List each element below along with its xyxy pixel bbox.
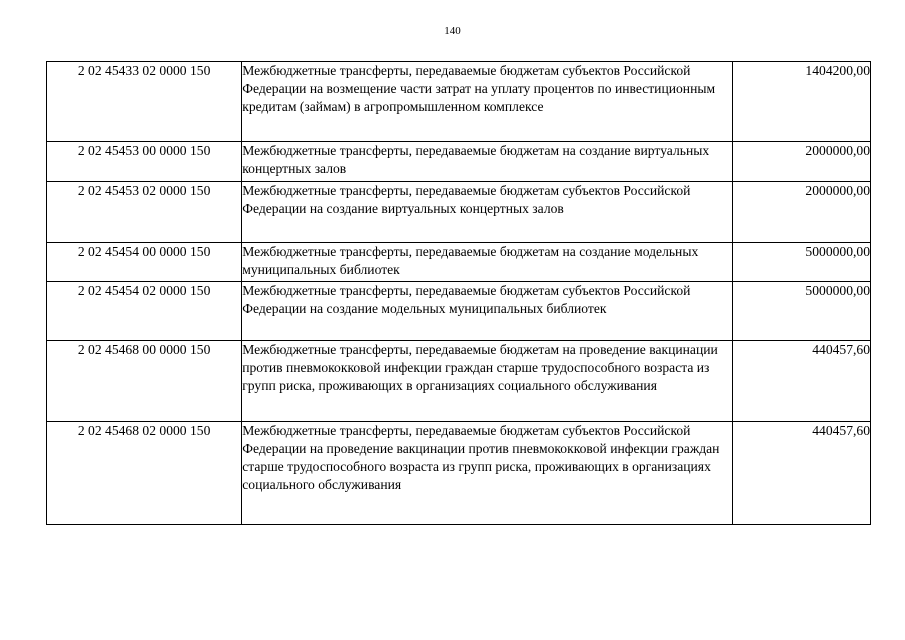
budget-code-cell: 2 02 45468 02 0000 150 <box>47 422 242 525</box>
amount-cell: 5000000,00 <box>732 243 870 282</box>
description-cell: Межбюджетные трансферты, передаваемые бюджетам субъектов Российской Федерации на проведение вакцинации против пневмококковой инфекции граждан старше трудоспособного возраста из групп риска, проживающих в организациях социального обслуживания <box>242 422 733 525</box>
table-row <box>47 142 871 182</box>
budget-code-cell: 2 02 45453 00 0000 150 <box>47 142 242 182</box>
table-row <box>47 243 871 282</box>
budget-code-cell: 2 02 45453 02 0000 150 <box>47 182 242 243</box>
budget-table <box>46 61 871 525</box>
amount-cell: 440457,60 <box>732 341 870 422</box>
amount-cell: 5000000,00 <box>732 282 870 341</box>
amount-cell: 2000000,00 <box>732 142 870 182</box>
description-cell: Межбюджетные трансферты, передаваемые бюджетам на проведение вакцинации против пневмококковой инфекции граждан старше трудоспособного возраста из групп риска, проживающих в организациях социального обслуживания <box>242 341 733 422</box>
table-row <box>47 182 871 243</box>
page-number: 140 <box>444 25 461 37</box>
budget-code-cell: 2 02 45433 02 0000 150 <box>47 62 242 142</box>
description-cell: Межбюджетные трансферты, передаваемые бюджетам субъектов Российской Федерации на создание виртуальных концертных залов <box>242 182 733 243</box>
table-row <box>47 341 871 422</box>
amount-cell: 2000000,00 <box>732 182 870 243</box>
budget-code-cell: 2 02 45468 00 0000 150 <box>47 341 242 422</box>
table-row <box>47 422 871 525</box>
amount-cell: 1404200,00 <box>732 62 870 142</box>
description-cell: Межбюджетные трансферты, передаваемые бюджетам на создание модельных муниципальных библиотек <box>242 243 733 282</box>
budget-code-cell: 2 02 45454 00 0000 150 <box>47 243 242 282</box>
description-cell: Межбюджетные трансферты, передаваемые бюджетам на создание виртуальных концертных залов <box>242 142 733 182</box>
description-cell: Межбюджетные трансферты, передаваемые бюджетам субъектов Российской Федерации на создание модельных муниципальных библиотек <box>242 282 733 341</box>
table-row <box>47 282 871 341</box>
amount-cell: 440457,60 <box>732 422 870 525</box>
budget-code-cell: 2 02 45454 02 0000 150 <box>47 282 242 341</box>
description-cell: Межбюджетные трансферты, передаваемые бюджетам субъектов Российской Федерации на возмещение части затрат на уплату процентов по инвестиционным кредитам (займам) в агропромышленном комплексе <box>242 62 733 142</box>
table-row <box>47 62 871 142</box>
